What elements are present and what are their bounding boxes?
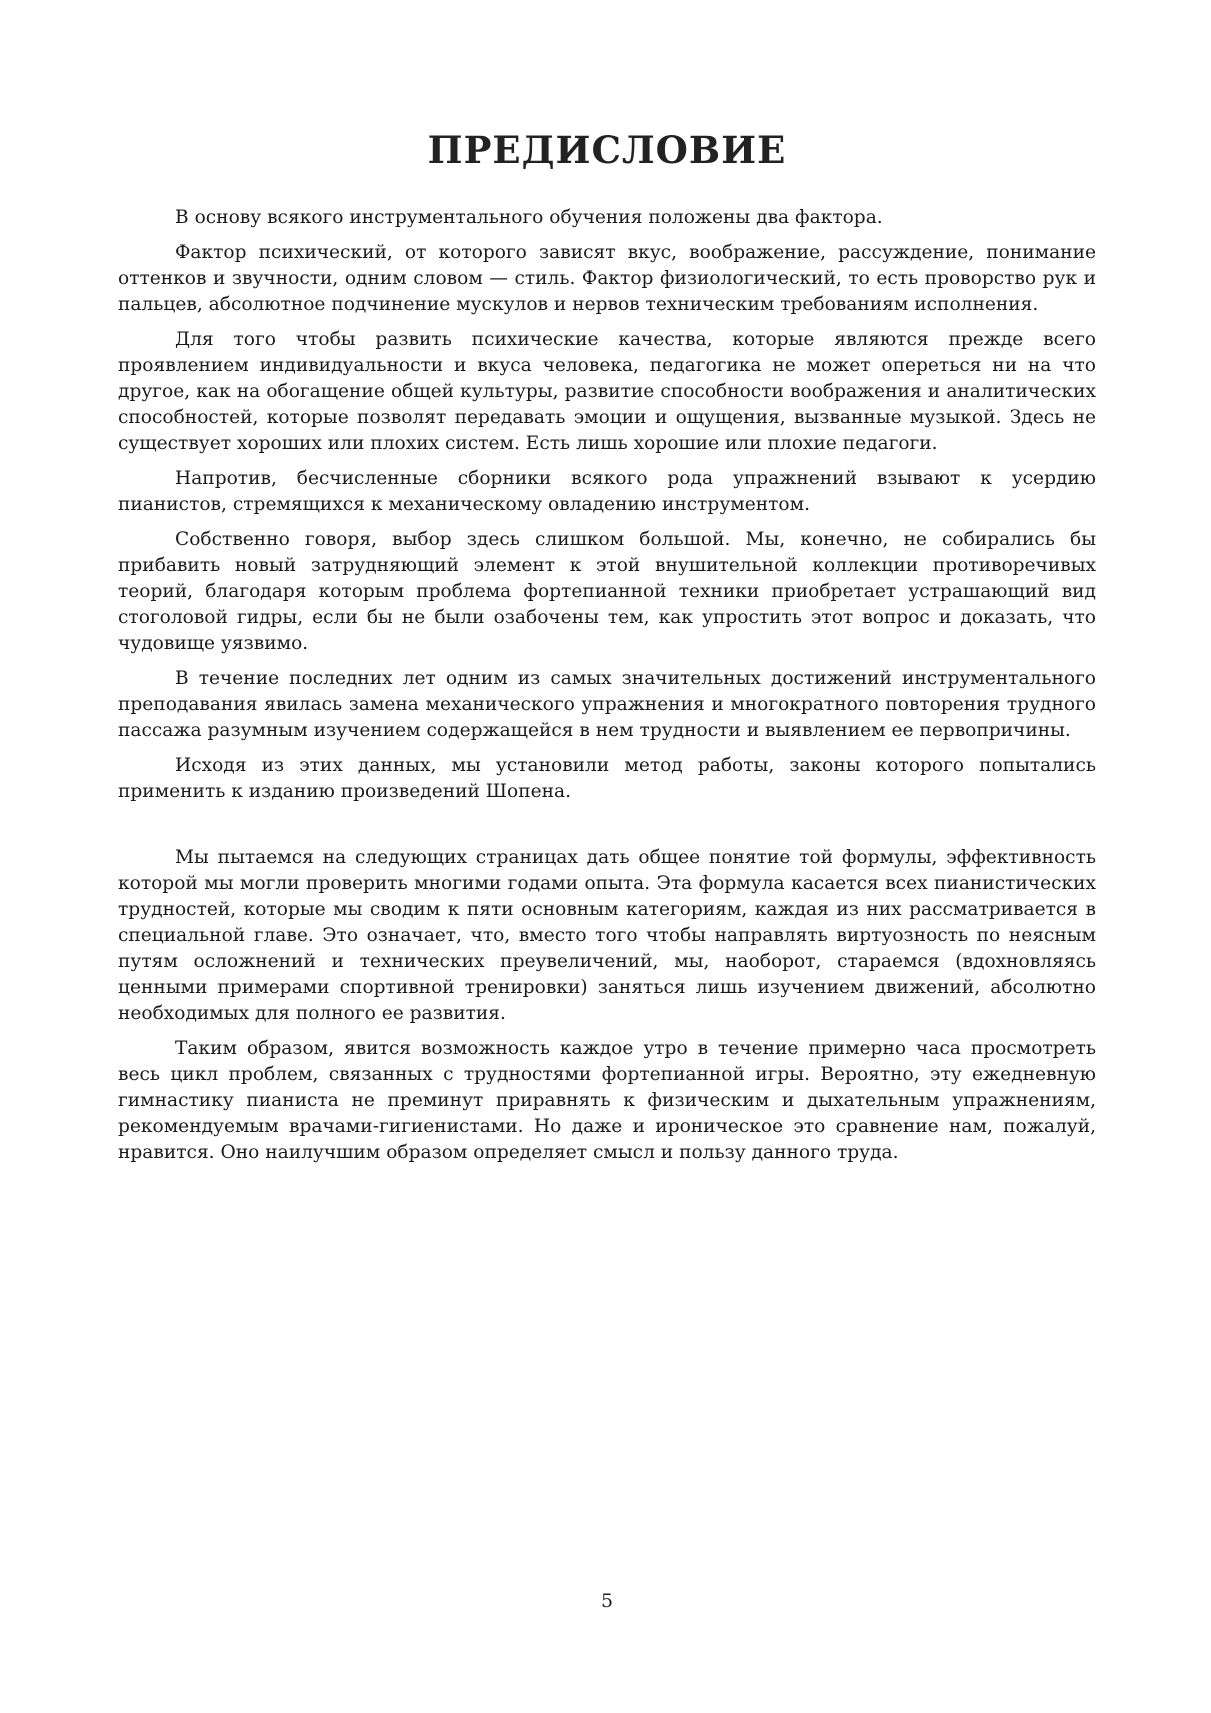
page-title: ПРЕДИСЛОВИЕ	[427, 128, 787, 172]
paragraph: Таким образом, явится возможность каждое утро в течение примерно часа просмотреть весь цикл проблем, связанных с трудностями фортепианной игры. Вероятно, эту ежедневную гимнастику пианиста не преминут приравнять к физическим и дыхательным упражнениям, рекомендуемым врачами-гигиенистами. Но даже и ироническое это сравнение нам, пожалуй, нравится. Оно наилучшим образом определяет смысл и пользу данного труда.	[118, 1038, 1096, 1163]
paragraph: Напротив, бесчисленные сборники всякого рода упражнений взывают к усердию пианистов, стремящихся к механическому овладению инструментом.	[118, 468, 1096, 515]
paragraph: Исходя из этих данных, мы установили метод работы, законы которого попытались применить к изданию произведений Шопена.	[118, 755, 1096, 802]
paragraph: Собственно говоря, выбор здесь слишком большой. Мы, конечно, не собирались бы прибавить новый затрудняющий элемент к этой внушительной коллекции противоречивых теорий, благодаря которым проблема фортепианной техники приобретает устрашающий вид стоголовой гидры, если бы не были озабочены тем, как упростить этот вопрос и доказать, что чудовище уязвимо.	[118, 529, 1096, 654]
paragraph: Мы пытаемся на следующих страницах дать общее понятие той формулы, эффективность которой мы могли проверить многими годами опыта. Эта формула касается всех пианистических трудностей, которые мы сводим к пяти основным категориям, каждая из них рассматривается в специальной главе. Это означает, что, вместо того чтобы направлять виртуозность по неясным путям осложнений и технических преувеличений, мы, наоборот, стараемся (вдохновляясь ценными примерами спортивной тренировки) заняться лишь изучением движений, абсолютно необходимых для полного ее развития.	[118, 847, 1096, 1024]
paragraph: В основу всякого инструментального обучения положены два фактора.	[175, 207, 883, 228]
page-number: 5	[600, 1590, 614, 1612]
preface-body	[118, 205, 1096, 1175]
book-page	[118, 0, 1096, 1713]
paragraph: Фактор психический, от которого зависят вкус, воображение, рассуждение, понимание оттенков и звучности, одним словом — стиль. Фактор физиологический, то есть проворство рук и пальцев, абсолютное подчинение мускулов и нервов техническим требованиям исполнения.	[118, 242, 1096, 315]
paragraph: В течение последних лет одним из самых значительных достижений инструментального преподавания явилась замена механического упражнения и многократного повторения трудного пассажа разумным изучением содержащейся в нем трудности и выявлением ее первопричины.	[118, 668, 1096, 741]
paragraph: Для того чтобы развить психические качества, которые являются прежде всего проявлением индивидуальности и вкуса человека, педагогика не может опереться ни на что другое, как на обогащение общей культуры, развитие способности воображения и аналитических способностей, которые позволят передавать эмоции и ощущения, вызванные музыкой. Здесь не существует хороших или плохих систем. Есть лишь хорошие или плохие педагоги.	[118, 329, 1096, 454]
